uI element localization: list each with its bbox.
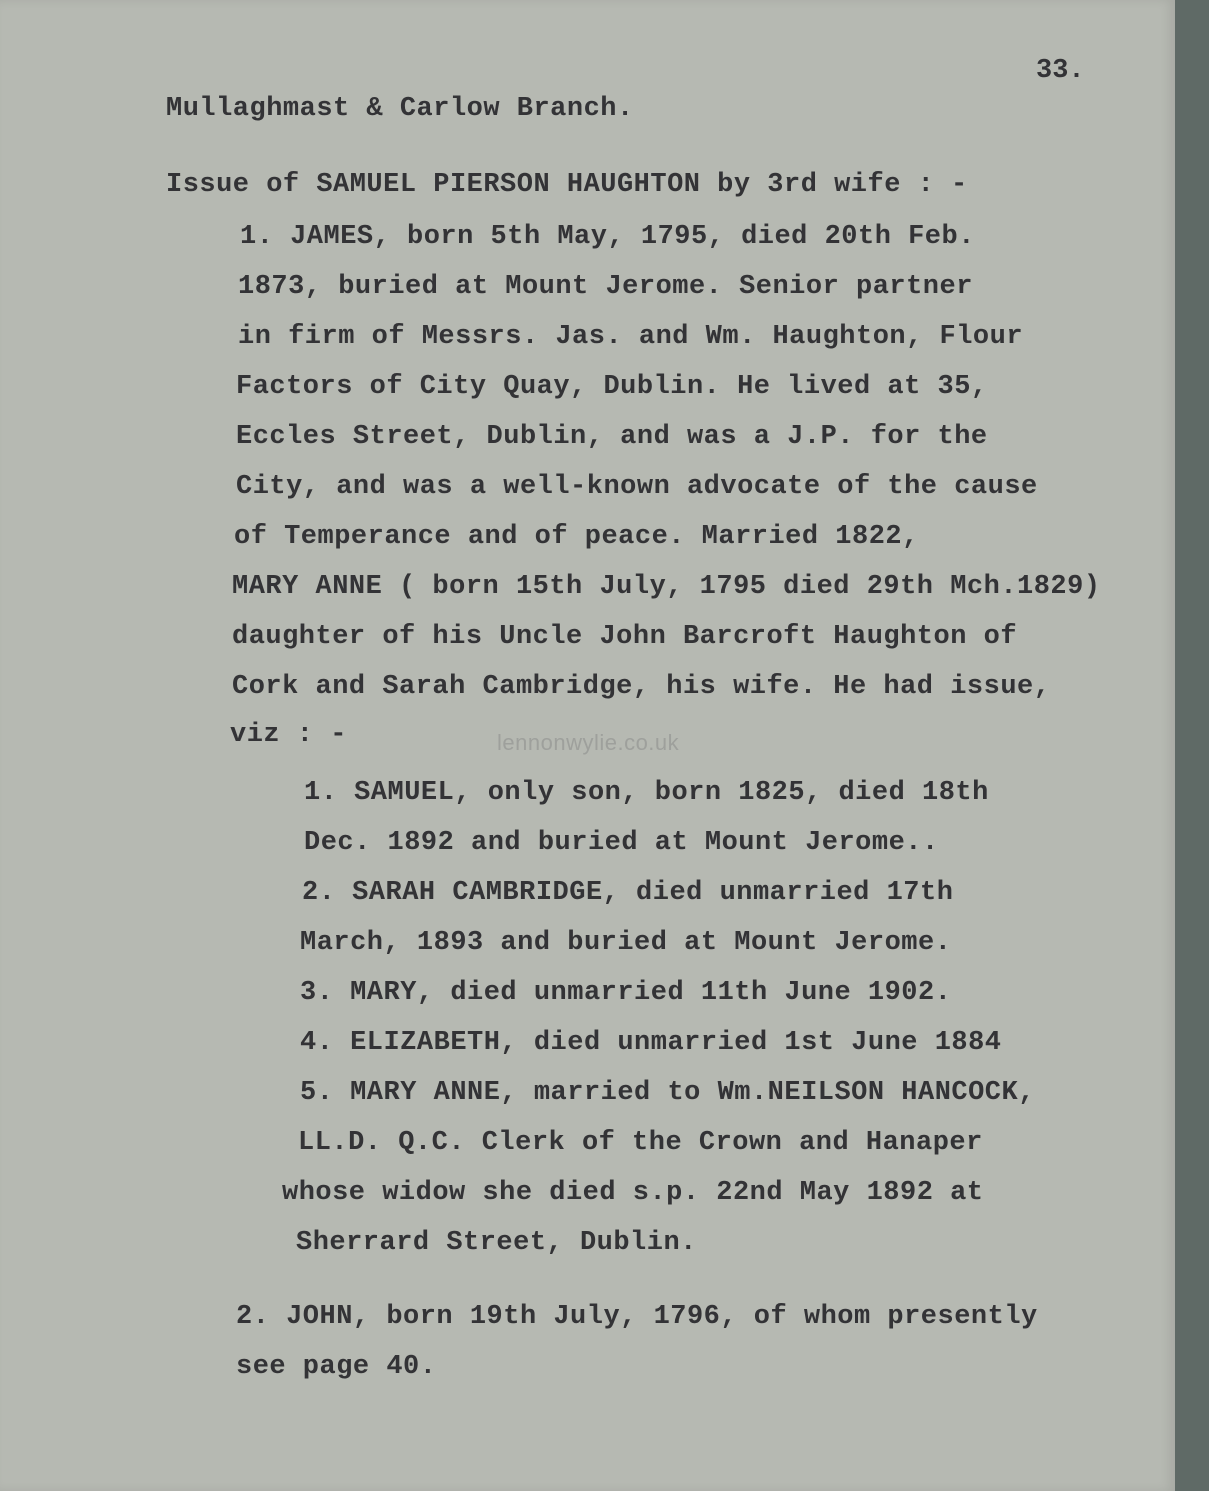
entry-1-line: Cork and Sarah Cambridge, his wife. He had issue, (232, 672, 1051, 702)
child-line: 1. SAMUEL, only son, born 1825, died 18th (304, 778, 989, 808)
entry-1-line: Factors of City Quay, Dublin. He lived at 35, (236, 372, 988, 402)
child-line: LL.D. Q.C. Clerk of the Crown and Hanaper (298, 1128, 983, 1158)
page-number: 33. (1036, 56, 1085, 86)
child-line: Dec. 1892 and buried at Mount Jerome.. (304, 828, 939, 858)
entry-1-line: viz : - (230, 720, 347, 750)
entry-1-line: of Temperance and of peace. Married 1822, (234, 522, 919, 552)
watermark: lennonwylie.co.uk (497, 730, 680, 755)
entry-1-line: 1873, buried at Mount Jerome. Senior partner (238, 272, 973, 302)
entry-2-line: 2. JOHN, born 19th July, 1796, of whom presently (236, 1302, 1038, 1332)
entry-1-line: Eccles Street, Dublin, and was a J.P. for the (236, 422, 988, 452)
child-line: 4. ELIZABETH, died unmarried 1st June 1884 (300, 1028, 1002, 1058)
child-line: March, 1893 and buried at Mount Jerome. (300, 928, 952, 958)
entry-1-line: MARY ANNE ( born 15th July, 1795 died 29th Mch.1829) (232, 572, 1101, 602)
entry-1-line: 1. JAMES, born 5th May, 1795, died 20th Feb. (240, 222, 975, 252)
branch-heading: Mullaghmast & Carlow Branch. (166, 94, 634, 124)
child-line: Sherrard Street, Dublin. (296, 1228, 697, 1258)
child-line: 2. SARAH CAMBRIDGE, died unmarried 17th (302, 878, 954, 908)
entry-2-line: see page 40. (236, 1352, 437, 1382)
entry-1-line: in firm of Messrs. Jas. and Wm. Haughton, Flour (238, 322, 1024, 352)
child-line: whose widow she died s.p. 22nd May 1892 at (282, 1178, 984, 1208)
issue-heading: Issue of SAMUEL PIERSON HAUGHTON by 3rd wife : - (166, 170, 968, 200)
child-line: 5. MARY ANNE, married to Wm.NEILSON HANCOCK, (300, 1078, 1035, 1108)
entry-1-line: daughter of his Uncle John Barcroft Haughton of (232, 622, 1018, 652)
entry-1-line: City, and was a well-known advocate of the cause (236, 472, 1038, 502)
child-line: 3. MARY, died unmarried 11th June 1902. (300, 978, 952, 1008)
